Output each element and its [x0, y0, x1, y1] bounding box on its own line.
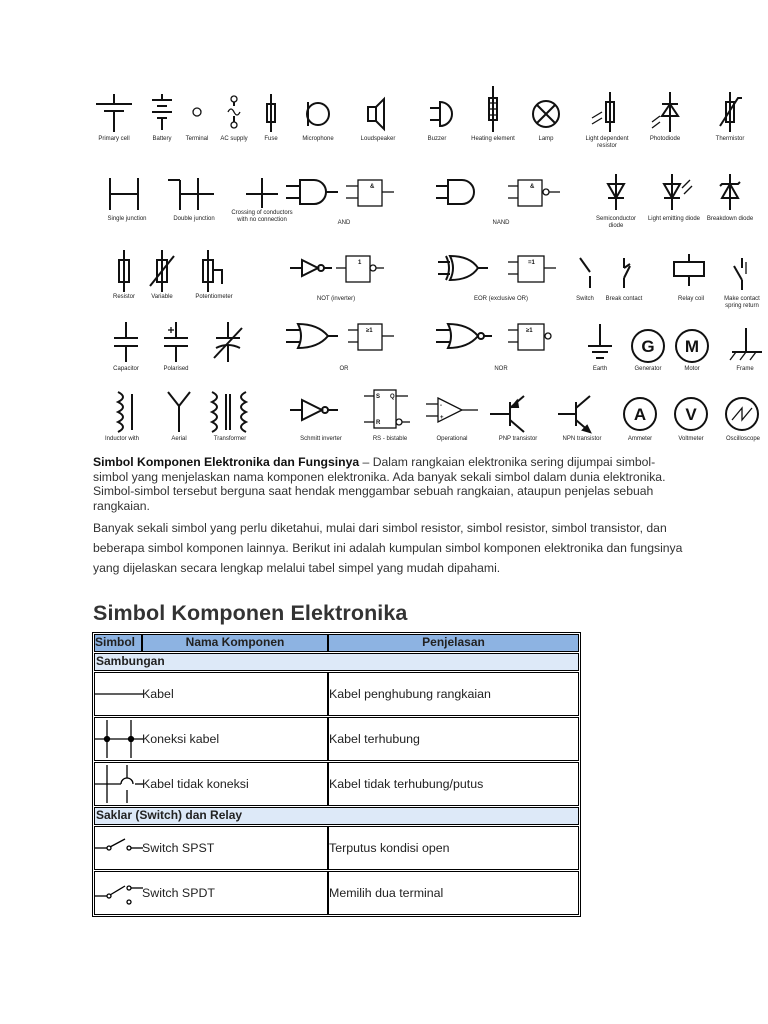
ac-supply-symbol — [216, 92, 252, 154]
ldr-label: Light dependent resistor — [585, 136, 629, 149]
terminal-symbol — [182, 94, 212, 154]
oscilloscope-label: Oscilloscope — [725, 436, 760, 442]
relay-coil-symbol — [666, 254, 716, 308]
component-desc: Memilih dua terminal — [328, 871, 579, 915]
table-row — [94, 826, 579, 870]
component-name: Kabel tidak koneksi — [142, 762, 328, 806]
single-junction-label: Single junction — [107, 216, 147, 222]
not-label: NOT (inverter) — [316, 296, 356, 302]
relay-coil-label: Relay coil — [677, 296, 704, 302]
microphone-symbol — [290, 94, 346, 154]
symbol-chart-image — [90, 82, 768, 448]
schmitt-label: Schmitt inverter — [300, 436, 342, 442]
component-name: Switch SPDT — [142, 871, 328, 915]
semiconductor-diode-symbol — [590, 174, 642, 236]
component-desc: Kabel terhubung — [328, 717, 579, 761]
frame-label: Frame — [736, 366, 754, 372]
photodiode-symbol — [638, 92, 692, 154]
crossing-label: Crossing of conductors with no connection — [231, 210, 293, 223]
potentiometer-label: Potentiometer — [195, 294, 233, 300]
eor-gate-symbols — [436, 254, 566, 308]
table-row — [94, 871, 579, 915]
heating-element-label: Heating element — [471, 136, 515, 142]
svg-text:≥1: ≥1 — [526, 328, 533, 334]
aerial-symbol — [156, 390, 202, 450]
schmitt-inverter-symbol — [286, 394, 356, 450]
svg-text:+: + — [440, 415, 444, 421]
motor-letter: M — [684, 337, 700, 356]
opamp-label: Operational — [436, 436, 468, 442]
variable-label: Variable — [151, 294, 173, 300]
lamp-label: Lamp — [538, 136, 554, 142]
battery-label: Battery — [152, 136, 172, 142]
buzzer-symbol — [412, 94, 462, 154]
generator-label: Generator — [634, 366, 662, 372]
resistor-label: Resistor — [112, 294, 135, 300]
ammeter-letter: A — [633, 405, 647, 424]
ammeter-symbol — [620, 394, 660, 450]
resistor-symbol — [104, 250, 144, 310]
pnp-transistor-symbol — [486, 392, 550, 450]
table-row — [94, 762, 579, 806]
breakdown-diode-label: Breakdown diode — [706, 216, 754, 222]
double-junction-symbol — [164, 174, 224, 236]
opamp-symbol — [422, 394, 482, 450]
primary-cell-symbol — [92, 94, 136, 154]
svg-text:≥1: ≥1 — [366, 328, 373, 334]
loudspeaker-label: Loudspeaker — [360, 136, 396, 142]
component-name: Kabel — [142, 672, 328, 716]
led-label: Light emitting diode — [647, 216, 701, 222]
crossing-symbol — [230, 174, 294, 240]
heating-element-symbol — [462, 86, 524, 154]
or-label: OR — [339, 366, 349, 372]
polarised-capacitor-symbol — [154, 322, 198, 378]
kabel-tidak-koneksi-symbol — [94, 762, 142, 806]
svg-text:&: & — [530, 184, 535, 190]
svg-text:=1: =1 — [528, 260, 535, 266]
break-contact-symbol — [600, 254, 648, 308]
component-table — [92, 632, 581, 917]
switch-spst-symbol — [94, 826, 142, 870]
kabel-symbol — [94, 672, 142, 716]
switch-spdt-symbol — [94, 871, 142, 915]
motor-label: Motor — [684, 366, 700, 372]
buzzer-label: Buzzer — [427, 136, 447, 142]
double-junction-label: Double junction — [173, 216, 215, 222]
earth-symbol — [580, 322, 620, 378]
capacitor-symbol — [104, 322, 148, 378]
nand-label: NAND — [492, 220, 510, 226]
not-gate-symbols — [286, 254, 386, 308]
section-heading: Simbol Komponen Elektronika — [93, 601, 408, 625]
svg-text:R: R — [376, 420, 381, 426]
primary-cell-label: Primary cell — [98, 136, 130, 142]
rs-bistable-label: RS - bistable — [372, 436, 408, 442]
and-label: AND — [337, 220, 351, 226]
section-row-sambungan: Sambungan — [94, 653, 579, 671]
component-desc: Kabel penghubung rangkaian — [328, 672, 579, 716]
header-nama-komponen: Nama Komponen — [142, 634, 328, 652]
eor-label: EOR (exclusive OR) — [473, 296, 528, 302]
fuse-label: Fuse — [264, 136, 278, 142]
terminal-label: Terminal — [185, 136, 209, 142]
nand-gate-symbols — [436, 178, 566, 232]
intro-text: – Dalam rangkaian elektronika sering dijumpai simbol-simbol yang menjelaskan nama komponen elektronika. Ada banyak sekali simbol dalam dunia elektronika. Simbol-simbol tersebut berguna saat hendak menggambar sebuah rangkaian, ataupun penjelas sebuah rangkaian. — [93, 455, 666, 513]
motor-symbol — [672, 326, 712, 378]
table-header-row — [94, 634, 579, 652]
nor-gate-symbols — [436, 322, 566, 378]
loudspeaker-symbol — [350, 94, 406, 154]
component-desc: Terputus kondisi open — [328, 826, 579, 870]
section-row-saklar: Saklar (Switch) dan Relay — [94, 807, 579, 825]
transformer-label: Transformer — [213, 436, 247, 442]
earth-label: Earth — [592, 366, 608, 372]
second-paragraph: Banyak sekali simbol yang perlu diketahui, mulai dari simbol resistor, simbol resistor, simbol transistor, dan beberapa simbol komponen lainnya. Berikut ini adalah kumpulan simbol komponen elektronika dan fungsinya yang dijelaskan secara lengkap melalui tabel simpel yang mudah dipahami. — [93, 521, 683, 575]
svg-text:&: & — [370, 184, 375, 190]
component-name: Koneksi kabel — [142, 717, 328, 761]
inductor-label: Inductor with — [104, 436, 140, 442]
ammeter-label: Ammeter — [627, 436, 653, 442]
variable-resistor-symbol — [142, 250, 182, 310]
break-contact-label: Break contact — [605, 296, 643, 302]
oscilloscope-symbol — [718, 394, 768, 450]
single-junction-symbol — [104, 174, 150, 236]
intro-bold-title: Simbol Komponen Elektronika dan Fungsinya — [93, 455, 360, 469]
potentiometer-symbol — [186, 250, 242, 310]
rs-bistable-symbol — [358, 388, 422, 450]
frame-symbol — [722, 326, 768, 378]
svg-text:S: S — [376, 394, 381, 400]
generator-letter: G — [641, 337, 655, 356]
battery-symbol — [144, 94, 180, 154]
led-symbol — [646, 174, 702, 236]
switch-symbol — [572, 254, 598, 308]
variable-capacitor-symbol — [206, 322, 250, 378]
lamp-symbol — [526, 94, 566, 154]
polarised-label: Polarised — [163, 366, 189, 372]
make-contact-label: Make contact spring return — [724, 296, 760, 309]
microphone-label: Microphone — [302, 136, 334, 142]
component-desc: Kabel tidak terhubung/putus — [328, 762, 579, 806]
ldr-symbol — [580, 92, 634, 162]
voltmeter-label: Voltmeter — [678, 436, 704, 442]
component-name: Switch SPST — [142, 826, 328, 870]
breakdown-diode-symbol — [704, 174, 756, 236]
header-simbol: Simbol — [94, 634, 142, 652]
intro-paragraph — [93, 455, 683, 513]
svg-text:-: - — [440, 403, 442, 409]
koneksi-kabel-symbol — [94, 717, 142, 761]
table-row — [94, 672, 579, 716]
fuse-symbol — [256, 94, 286, 154]
and-gate-symbols — [286, 178, 402, 232]
voltmeter-symbol — [668, 394, 714, 450]
transformer-symbol — [202, 390, 258, 450]
make-contact-symbol — [716, 254, 768, 316]
ac-supply-label: AC supply — [220, 136, 248, 142]
header-penjelasan: Penjelasan — [328, 634, 579, 652]
thermistor-label: Thermistor — [715, 136, 745, 142]
aerial-label: Aerial — [171, 436, 187, 442]
svg-text:1: 1 — [358, 260, 362, 266]
thermistor-symbol — [702, 92, 758, 154]
photodiode-label: Photodiode — [649, 136, 681, 142]
generator-symbol — [624, 326, 672, 378]
voltmeter-letter: V — [685, 405, 697, 424]
switch-label: Switch — [576, 296, 594, 302]
table-row — [94, 717, 579, 761]
inductor-symbol — [92, 390, 152, 450]
npn-transistor-symbol — [550, 392, 614, 450]
semiconductor-diode-label: Semiconductor diode — [595, 216, 637, 229]
nor-label: NOR — [494, 366, 508, 372]
or-gate-symbols — [286, 322, 402, 378]
capacitor-label: Capacitor — [113, 366, 139, 372]
npn-label: NPN transistor — [562, 436, 602, 442]
pnp-label: PNP transistor — [498, 436, 538, 442]
svg-text:Q: Q — [390, 394, 395, 400]
